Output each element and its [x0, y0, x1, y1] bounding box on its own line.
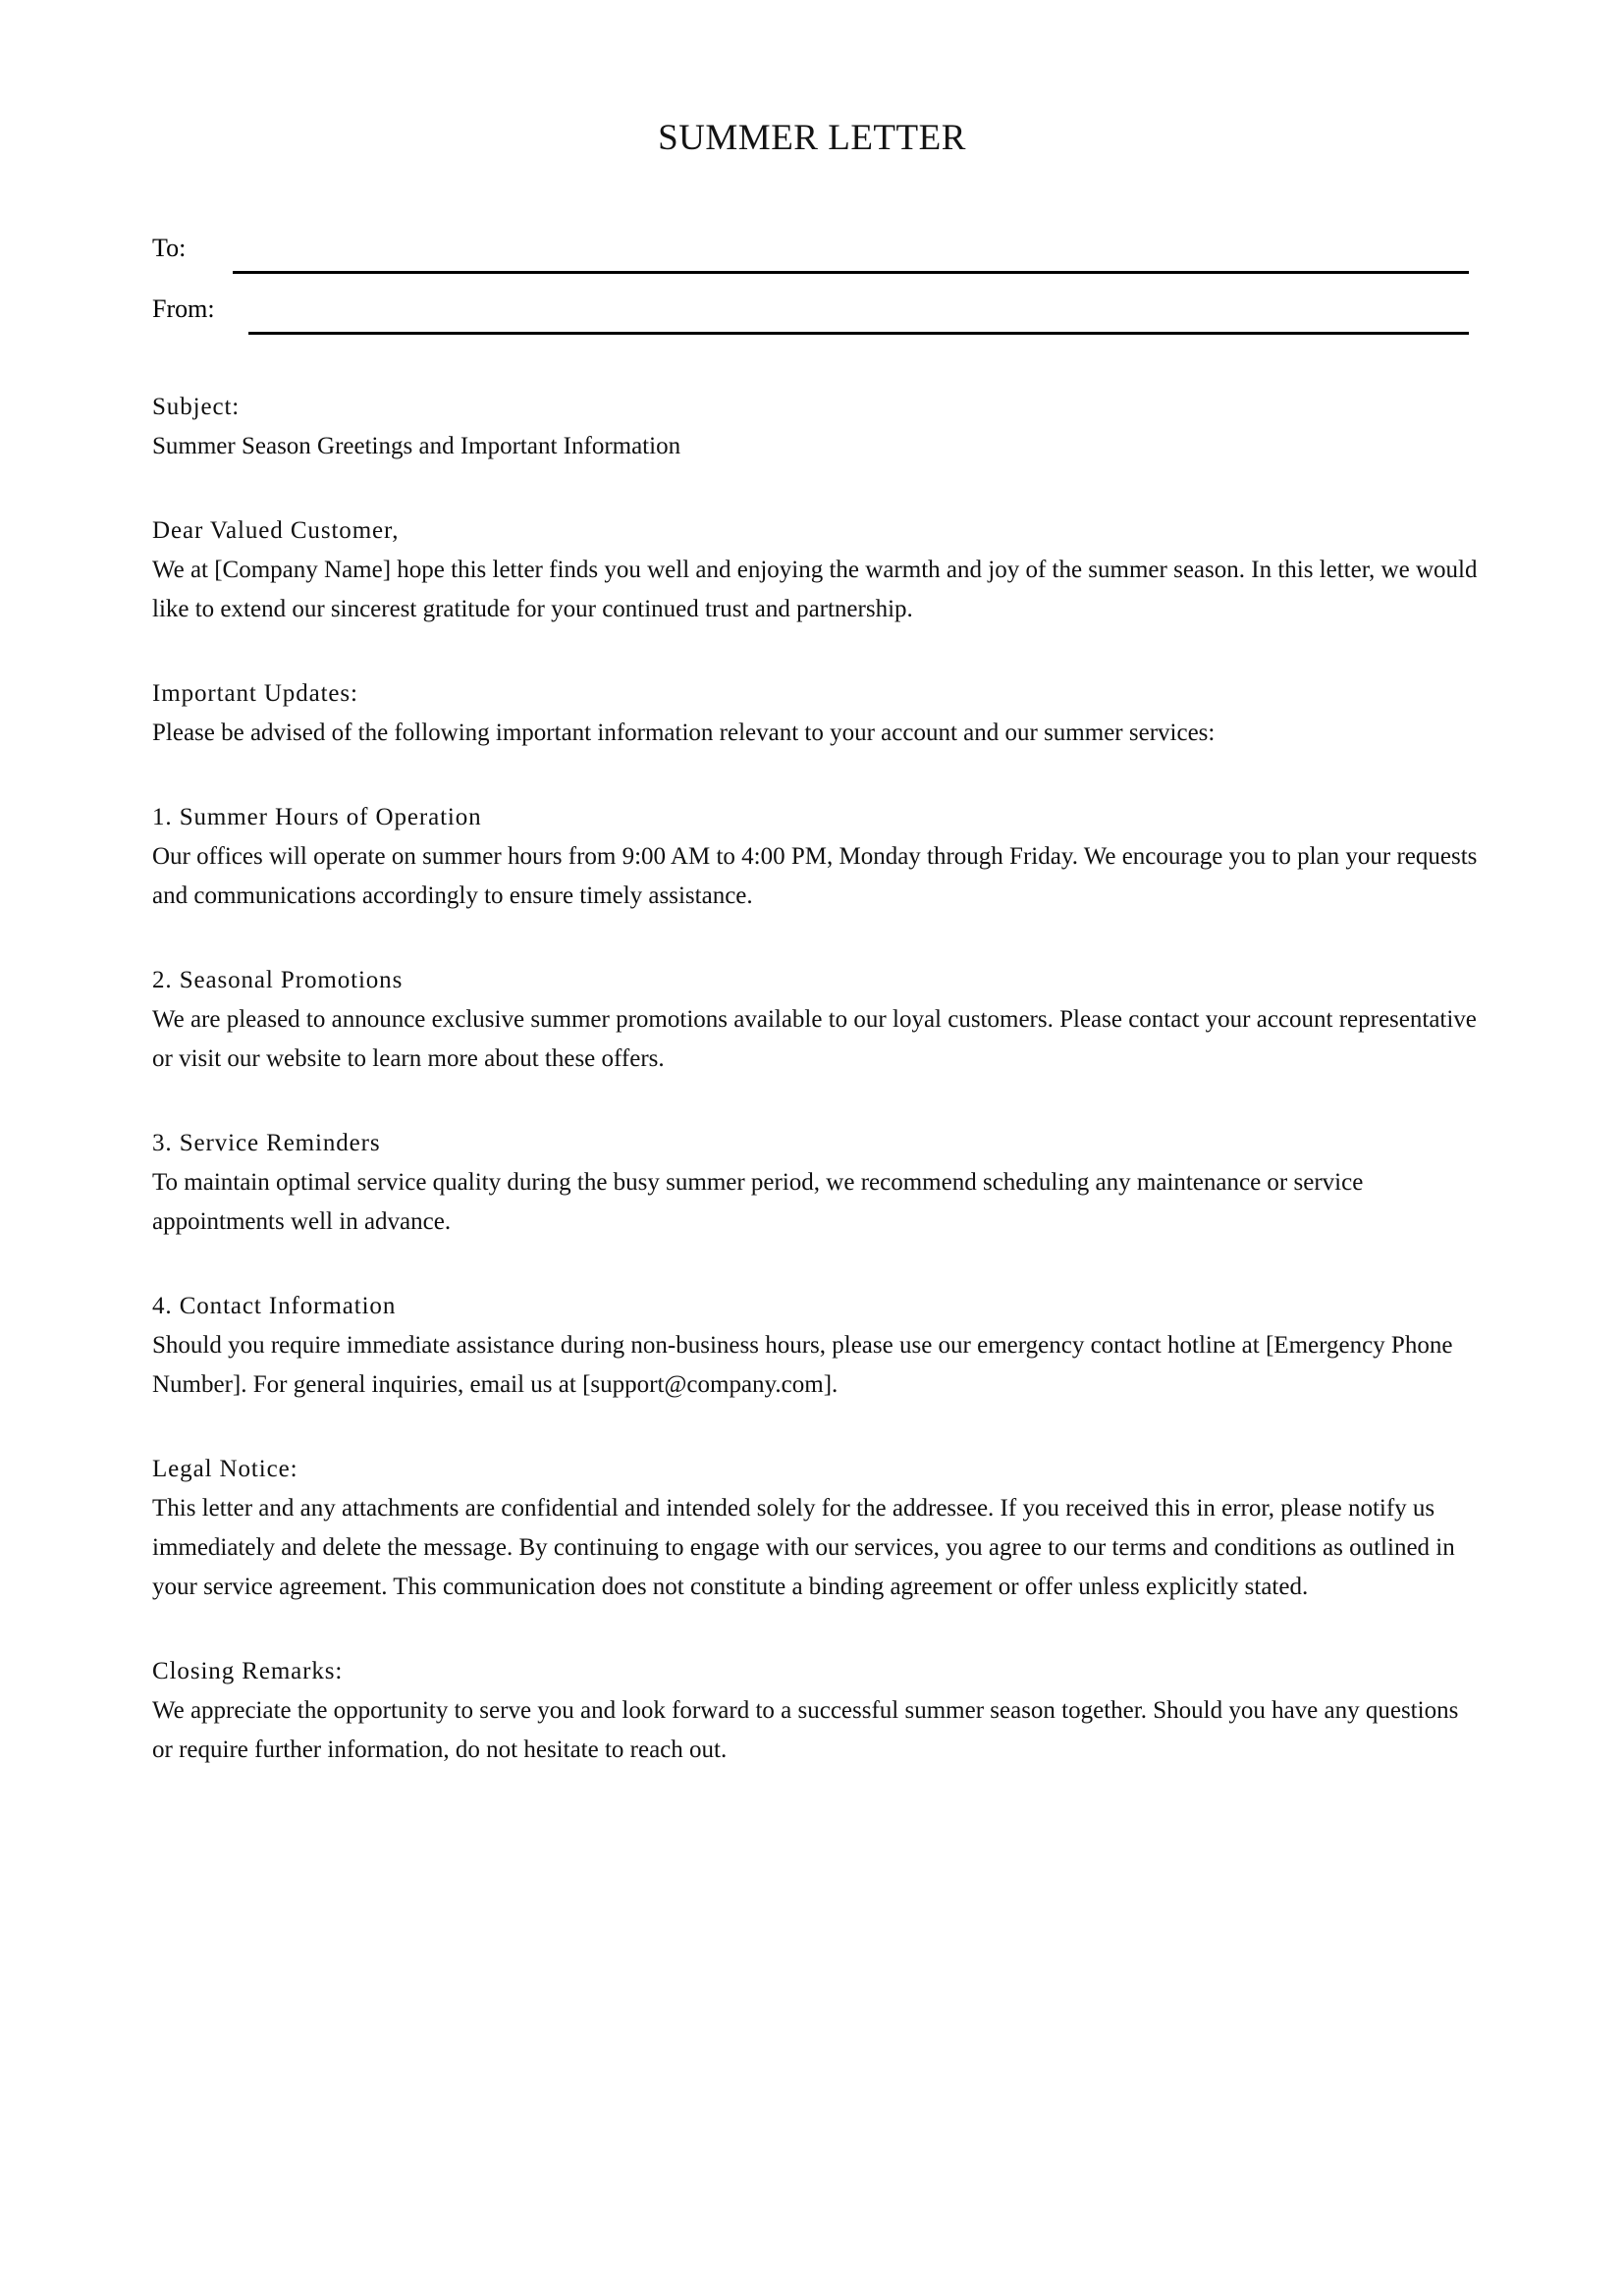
intro-paragraph: We at [Company Name] hope this letter finds you well and enjoying the warmth and joy of the summer season. In this letter, we would like to extend our sincerest gratitude for your continued trust and partnership.	[152, 557, 1478, 622]
spacer	[152, 1607, 1478, 1652]
section-heading-1: 1. Summer Hours of Operation	[152, 804, 482, 830]
to-field-label: To:	[152, 234, 187, 262]
closing-remarks-body: We appreciate the opportunity to serve you and look forward to a successful summer season together. Should you have any questions or require further information, do not hesitate to reach out.	[152, 1697, 1459, 1763]
letter-body	[152, 388, 1478, 1770]
to-field-rule[interactable]	[233, 271, 1469, 274]
spacer	[152, 916, 1478, 961]
legal-notice-body: This letter and any attachments are confidential and intended solely for the addressee. If you received this in error, please notify us immediately and delete the message. By continuing to engage with our services, you agree to our terms and conditions as outlined in your service agreement. This communication does not constitute a binding agreement or offer unless explicitly stated.	[152, 1495, 1455, 1600]
subject-value: Summer Season Greetings and Important Information	[152, 433, 681, 459]
section-body-4: Should you require immediate assistance during non-business hours, please use our emergency contact hotline at [Emergency Phone Number]. For general inquiries, email us at [support@company.com].	[152, 1332, 1453, 1398]
subject-label: Subject:	[152, 394, 241, 420]
page-title: SUMMER LETTER	[658, 118, 966, 158]
section-body-1: Our offices will operate on summer hours from 9:00 AM to 4:00 PM, Monday through Friday. We encourage you to plan your requests and communications accordingly to ensure timely assistance.	[152, 843, 1478, 909]
from-field-row	[152, 293, 1478, 338]
section-heading-2: 2. Seasonal Promotions	[152, 967, 404, 993]
legal-notice-label: Legal Notice:	[152, 1456, 298, 1482]
spacer	[152, 753, 1478, 798]
important-updates-label: Important Updates:	[152, 680, 358, 707]
section-heading-4: 4. Contact Information	[152, 1293, 397, 1319]
salutation: Dear Valued Customer,	[152, 517, 400, 544]
spacer	[152, 1079, 1478, 1124]
spacer	[152, 629, 1478, 674]
spacer	[152, 1405, 1478, 1450]
to-field-row	[152, 232, 1478, 277]
section-body-3: To maintain optimal service quality during the busy summer period, we recommend scheduling any maintenance or service appointments well in advance.	[152, 1169, 1364, 1235]
spacer	[152, 466, 1478, 511]
from-field-label: From:	[152, 294, 215, 323]
spacer	[152, 1242, 1478, 1287]
from-field-rule[interactable]	[248, 332, 1469, 335]
section-body-2: We are pleased to announce exclusive summer promotions available to our loyal customers. Please contact your account representative or visit our website to learn more about these offers.	[152, 1006, 1477, 1072]
important-updates-intro: Please be advised of the following important information relevant to your account and our summer services:	[152, 720, 1216, 746]
section-heading-3: 3. Service Reminders	[152, 1130, 381, 1156]
closing-remarks-label: Closing Remarks:	[152, 1658, 344, 1684]
